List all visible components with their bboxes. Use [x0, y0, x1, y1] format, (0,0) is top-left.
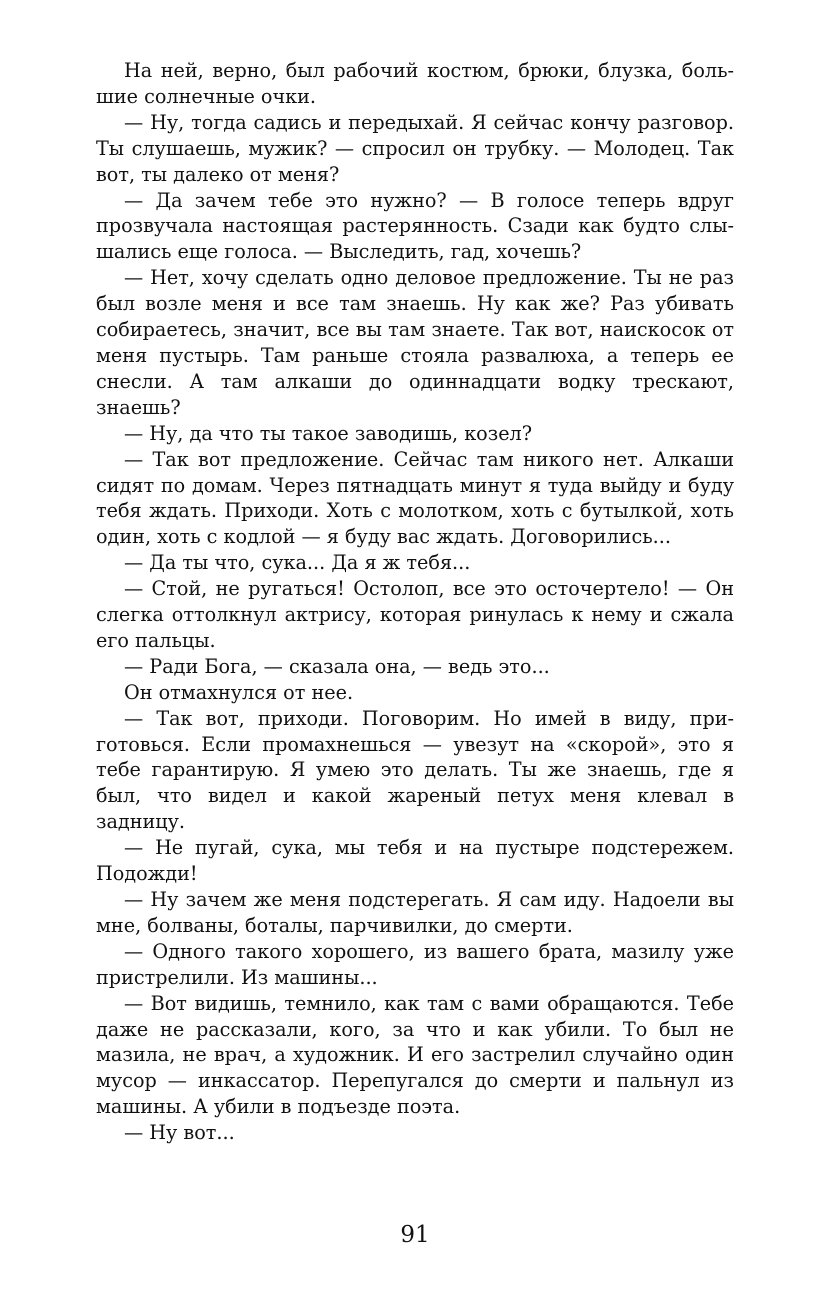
paragraph: — Да зачем тебе это нужно? — В голосе теперь вдруг прозвучала настоящая растерянность. Сзади как будто слышались еще голоса. — Выследить, гад, хочешь?	[96, 188, 734, 264]
paragraph: — Так вот предложение. Сейчас там никого нет. Алкаши сидят по домам. Через пятнадцать минут я туда выйду и буду тебя ждать. Приходи. Хоть с молотком, хоть с бутылкой, хоть один, хоть с кодлой — я буду вас ждать. Договорились...	[96, 447, 734, 549]
paragraph: — Ну зачем же меня подстерегать. Я сам иду. Надоели вы мне, болваны, боталы, парчивилки, до смерти.	[96, 888, 734, 937]
paragraph: — Так вот, приходи. Поговорим. Но имей в виду, приготовься. Если промахнешься — увезут на «скорой», это я тебе гарантирую. Я умею это делать. Ты же знаешь, где я был, что видел и какой жареный петух меня клевал в задницу.	[96, 706, 734, 834]
paragraph: — Вот видишь, темнило, как там с вами обращаются. Тебе даже не рассказали, кого, за что и как убили. То был не мазила, не врач, а художник. И его застрелил случайно один мусор — инкассатор. Перепугался до смерти и пальнул из машины. А убили в подъезде поэта.	[96, 991, 734, 1119]
page-text-body	[96, 58, 734, 1146]
paragraph: — Одного такого хорошего, из вашего брата, мазилу уже пристрелили. Из машины...	[96, 939, 734, 989]
paragraph: — Ну, тогда садись и передыхай. Я сейчас кончу разговор. Ты слушаешь, мужик? — спросил он трубку. — Молодец. Так вот, ты далеко от меня?	[96, 110, 734, 186]
paragraph: — Стой, не ругаться! Остолоп, все это осточертело! — Он слегка оттолкнул актрису, которая ринулась к нему и сжала его пальцы.	[96, 577, 734, 652]
paragraph: — Нет, хочу сделать одно деловое предложение. Ты не раз был возле меня и все там знаешь. Ну как же? Раз убивать собираетесь, значит, все вы там знаете. Так вот, наискосок от меня пустырь. Там раньше стояла развалюха, а теперь ее снесли. А там алкаши до одиннадцати водку трескают, знаешь?	[96, 266, 734, 419]
paragraph: — Не пугай, сука, мы тебя и на пустыре подстережем. Подожди!	[96, 836, 734, 886]
page-number: 91	[400, 1222, 430, 1248]
paragraph: — Да ты что, сука... Да я ж тебя...	[124, 551, 471, 575]
paragraph: — Ну, да что ты такое заводишь, козел?	[124, 421, 533, 445]
paragraph: — Ради Бога, — сказала она, — ведь это...	[124, 654, 550, 678]
paragraph: Он отмахнулся от нее.	[124, 680, 354, 704]
paragraph: На ней, верно, был рабочий костюм, брюки, блузка, большие солнечные очки.	[96, 59, 734, 108]
paragraph: — Ну вот...	[124, 1121, 235, 1145]
